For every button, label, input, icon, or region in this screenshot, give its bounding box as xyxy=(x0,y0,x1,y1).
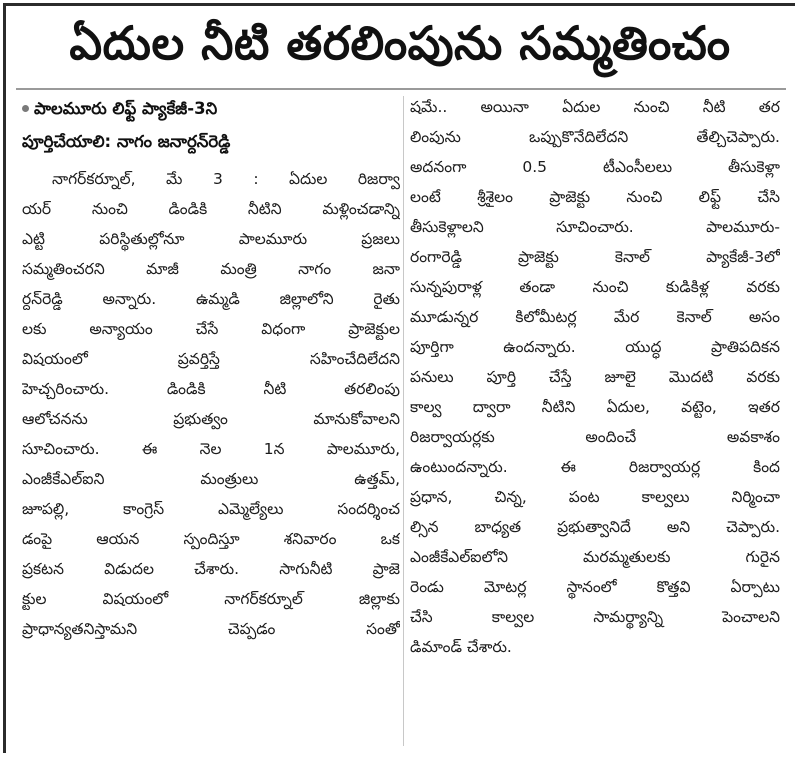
body-line: క్టుల విషయంలో నాగర్‌కర్నూల్ జిల్లాకు xyxy=(22,590,400,608)
bullet-icon xyxy=(22,105,29,112)
body-line: రిజర్వాయర్లకు అందించే అవకాశం xyxy=(410,428,780,446)
right-column xyxy=(410,92,780,752)
body-line: ఎంజీకేఎల్ఐని మంత్రులు ఉత్తమ్, xyxy=(22,470,400,488)
left-body xyxy=(22,164,400,644)
subheadline-line-1 xyxy=(22,92,400,125)
body-line: సున్నపురాళ్ల తండా నుంచి కుడికిళ్ల వరకు xyxy=(410,278,780,296)
body-line: తీసుకెళ్లాలని సూచించారు. పాలమూరు- xyxy=(410,218,780,236)
body-line: డిమాండ్ చేశారు. xyxy=(410,638,512,656)
body-line: ఎట్టి పరిస్థితుల్లోనూ పాలమూరు ప్రజలు xyxy=(22,230,400,248)
subheadline-text-1: పాలమూరు లిఫ్ట్ ప్యాకేజీ-3ని xyxy=(34,99,218,118)
body-line: ఉంటుందన్నారు. ఈ రిజర్వాయర్ల కింద xyxy=(410,458,780,476)
body-line: యర్ నుంచి డిండికి నీటిని మళ్లించడాన్ని xyxy=(22,200,400,218)
body-line: హెచ్చరించారు. డిండికి నీటి తరలింపు xyxy=(22,380,400,398)
body-line: లంటే శ్రీశైలం ప్రాజెక్టు నుంచి లిఫ్ట్ చేసి xyxy=(410,188,780,206)
body-line: రంగారెడ్డి ప్రాజెక్టు కెనాల్ ప్యాకేజీ-3లో xyxy=(410,248,780,266)
body-line: ఆలోచనను ప్రభుత్వం మానుకోవాలని xyxy=(22,410,400,428)
body-line: నాగర్‌కర్నూల్, మే 3 : ఏదుల రిజర్వా xyxy=(52,170,400,188)
body-line: పనులు పూర్తి చేస్తే జూలై మొదటి వరకు xyxy=(410,368,780,386)
body-line: పూర్తిగా ఉందన్నారు. యుద్ధ ప్రాతిపదికన xyxy=(410,338,780,356)
body-line: మూడున్నర కిలోమీటర్ల మేర కెనాల్ అసం xyxy=(410,308,780,326)
body-line: డంపై ఆయన స్పందిస్తూ శనివారం ఒక xyxy=(22,530,400,548)
right-body xyxy=(410,92,780,662)
subheadline-line-2: పూర్తిచేయాలి: నాగం జనార్దన్‌రెడ్డి xyxy=(22,132,231,151)
body-line: ప్రకటన విడుదల చేశారు. సాగునీటి ప్రాజె xyxy=(22,560,400,578)
body-line: ప్రాధాన్యతనిస్తామని చెప్పడం సంతో xyxy=(22,620,400,638)
body-line: సమ్మతించరని మాజీ మంత్రి నాగం జనా xyxy=(22,260,400,278)
body-line: లకు అన్యాయం చేసే విధంగా ప్రాజెక్టుల xyxy=(22,320,400,338)
body-line: ర్దన్‌రెడ్డి అన్నారు. ఉమ్మడి జిల్లాలోని రైతు xyxy=(22,290,400,308)
body-line: అదనంగా 0.5 టీఎంసీలలు తీసుకెళ్లా xyxy=(410,158,780,176)
body-line: చేసి కాల్వల సామర్థ్యాన్ని పెంచాలని xyxy=(410,608,780,626)
headline-rule xyxy=(16,88,786,90)
body-line: ప్రధాన, చిన్న, పంట కాల్వలు నిర్మించా xyxy=(410,488,780,506)
headline: ఏదుల నీటి తరలింపును సమ్మతించం xyxy=(69,16,731,70)
body-line: విషయంలో ప్రవర్తిస్తే సహించేదిలేదని xyxy=(22,350,400,368)
body-line: జూపల్లి, కాంగ్రెస్ ఎమ్మెల్యేలు సందర్శించ xyxy=(22,500,400,518)
left-column xyxy=(22,92,400,752)
body-line: ఎంజీకేఎల్ఐలోని మరమ్మతులకు గురైన xyxy=(410,548,780,566)
body-line: సూచించారు. ఈ నెల 1న పాలమూరు, xyxy=(22,440,400,458)
body-line: ల్సిన బాధ్యత ప్రభుత్వానిదే అని చెప్పారు. xyxy=(410,518,780,536)
body-line: రెండు మోటర్ల స్థానంలో కొత్తవి ఏర్పాటు xyxy=(410,578,780,596)
column-divider xyxy=(403,96,404,746)
body-line: కాల్వ ద్వారా నీటిని ఏదుల, వట్టెం, ఇతర xyxy=(410,398,780,416)
body-line: షమే.. అయినా ఏదుల నుంచి నీటి తర xyxy=(410,98,780,116)
body-line: లింపును ఒప్పుకొనేదిలేదని తేల్చిచెప్పారు. xyxy=(410,128,780,146)
